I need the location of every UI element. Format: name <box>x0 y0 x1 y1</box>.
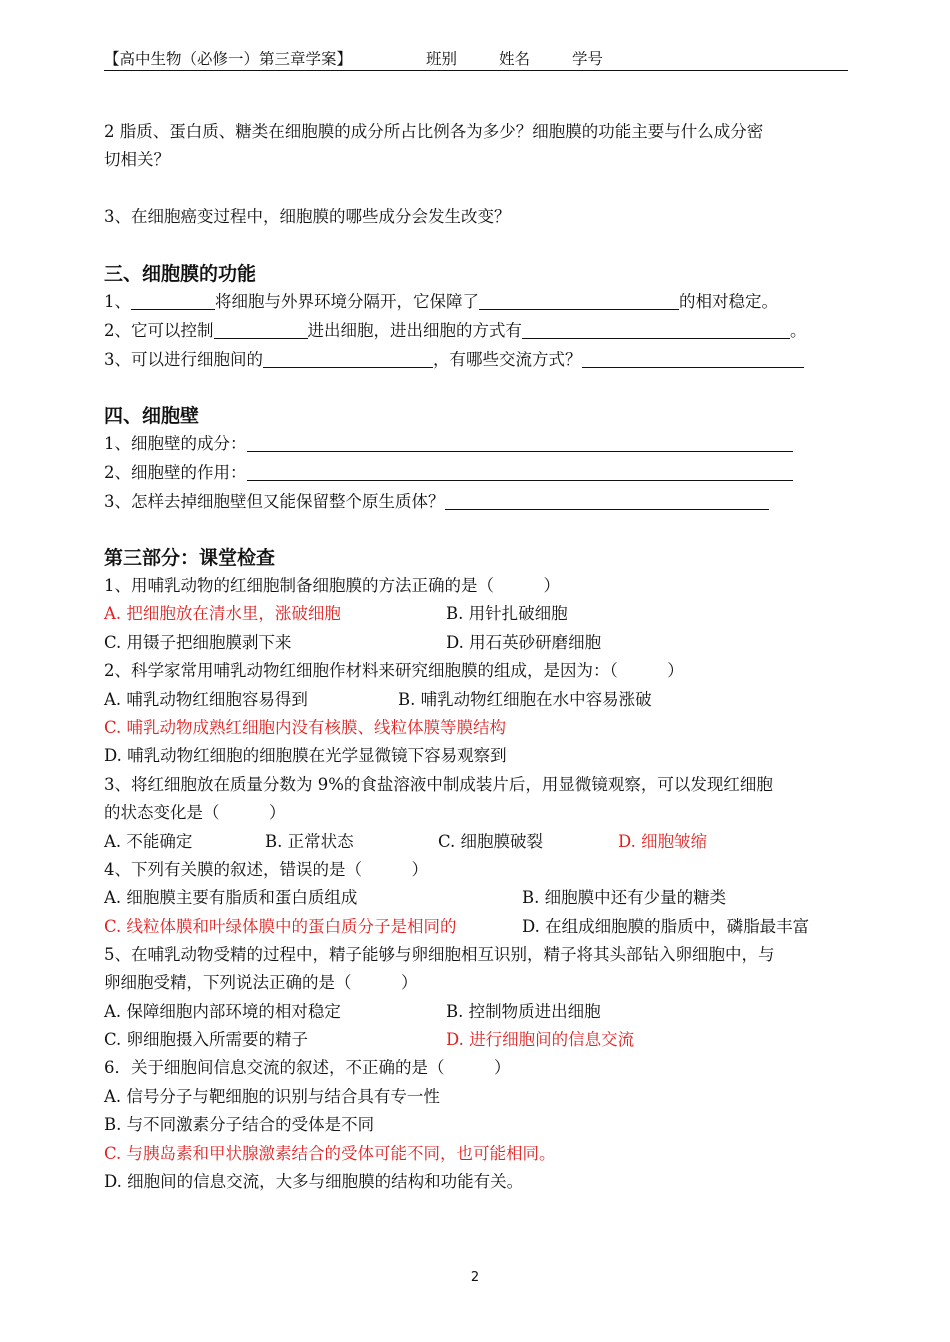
q3-stem-line1: 3、将红细胞放在质量分数为 9%的食盐溶液中制成装片后，用显微镜观察，可以发现红细胞 <box>104 775 773 794</box>
q3-stem-line2: 的状态变化是（ ） <box>104 803 286 822</box>
q5-option-c: C. 卵细胞摄入所需要的精子 <box>104 1030 309 1049</box>
q4-option-d: D. 在组成细胞膜的脂质中，磷脂最丰富 <box>522 917 810 936</box>
q5-stem-line1: 5、在哺乳动物受精的过程中，精子能够与卵细胞相互识别，精子将其头部钻入卵细胞中，与 <box>104 945 775 964</box>
q1-option-d: D. 用石英砂研磨细胞 <box>446 633 602 652</box>
q1-stem: 1、用哺乳动物的红细胞制备细胞膜的方法正确的是（ ） <box>104 576 560 595</box>
header-class-label: 班别 <box>426 50 458 68</box>
q2-option-a: A. 哺乳动物红细胞容易得到 <box>104 690 308 709</box>
q1-option-c: C. 用镊子把细胞膜剥下来 <box>104 633 292 652</box>
item-3-prefix: 3、可以进行细胞间的 <box>104 350 263 369</box>
cell-wall-composition-label: 1、细胞壁的成分： <box>104 434 247 453</box>
section-4-item-3 <box>104 490 769 514</box>
q1-option-b: B. 用针扎破细胞 <box>446 604 568 623</box>
q6-option-c: C. 与胰岛素和甲状腺激素结合的受体可能不同，也可能相同。 <box>104 1144 556 1163</box>
page-number: 2 <box>470 1270 480 1285</box>
header-rule <box>104 70 848 71</box>
blank-4-1[interactable] <box>247 433 793 452</box>
remove-cell-wall-label: 3、怎样去掉细胞壁但又能保留整个原生质体？ <box>104 492 445 511</box>
blank-3b[interactable] <box>582 349 804 368</box>
q5-option-a: A. 保障细胞内部环境的相对稳定 <box>104 1002 341 1021</box>
blank-3a[interactable] <box>263 349 433 368</box>
q5-stem-line2: 卵细胞受精，下列说法正确的是（ ） <box>104 973 418 992</box>
section-3-heading: 三、细胞膜的功能 <box>104 263 257 285</box>
question-2-line2: 切相关？ <box>104 150 170 169</box>
q5-option-b: B. 控制物质进出细胞 <box>446 1002 601 1021</box>
q4-stem: 4、下列有关膜的叙述，错误的是（ ） <box>104 860 428 879</box>
q5-option-d: D. 进行细胞间的信息交流 <box>446 1030 635 1049</box>
q2-option-c: C. 哺乳动物成熟红细胞内没有核膜、线粒体膜等膜结构 <box>104 718 507 737</box>
section-4-heading: 四、细胞壁 <box>104 405 200 427</box>
q3-option-b: B. 正常状态 <box>265 832 354 851</box>
section-4-item-1 <box>104 432 793 456</box>
q2-stem: 2、科学家常用哺乳动物红细胞作材料来研究细胞膜的组成，是因为：（ ） <box>104 661 684 680</box>
q6-option-a: A. 信号分子与靶细胞的识别与结合具有专一性 <box>104 1087 440 1106</box>
q4-option-b: B. 细胞膜中还有少量的糖类 <box>522 888 727 907</box>
header-title: 【高中生物（必修一）第三章学案】 <box>104 50 353 68</box>
question-3: 3、在细胞癌变过程中，细胞膜的哪些成分会发生改变？ <box>104 207 511 226</box>
q3-option-c: C. 细胞膜破裂 <box>438 832 544 851</box>
part-3-heading: 第三部分：课堂检查 <box>104 547 276 569</box>
q2-option-d: D. 哺乳动物红细胞的细胞膜在光学显微镜下容易观察到 <box>104 746 507 765</box>
section-3-item-3 <box>104 348 804 372</box>
section-4-item-2 <box>104 461 793 485</box>
cell-wall-function-label: 2、细胞壁的作用： <box>104 463 247 482</box>
q3-option-d: D. 细胞皱缩 <box>618 832 708 851</box>
item-1-prefix: 1、 <box>104 292 131 311</box>
blank-2b[interactable] <box>522 320 790 339</box>
item-1-suffix: 的相对稳定。 <box>679 292 778 311</box>
q4-option-a: A. 细胞膜主要有脂质和蛋白质组成 <box>104 888 358 907</box>
blank-1a[interactable] <box>131 291 215 310</box>
item-2-text: 进出细胞，进出细胞的方式有 <box>307 321 522 340</box>
blank-4-3[interactable] <box>445 491 769 510</box>
q6-stem: 6．关于细胞间信息交流的叙述，不正确的是（ ） <box>104 1058 511 1077</box>
q6-option-b: B. 与不同激素分子结合的受体是不同 <box>104 1115 375 1134</box>
blank-4-2[interactable] <box>247 462 793 481</box>
header-name-label: 姓名 <box>499 50 531 68</box>
question-2-line1: 2 脂质、蛋白质、糖类在细胞膜的成分所占比例各为多少？细胞膜的功能主要与什么成分密 <box>104 122 764 141</box>
item-3-text: ，有哪些交流方式？ <box>433 350 582 369</box>
q1-option-a: A. 把细胞放在清水里，涨破细胞 <box>104 604 341 623</box>
blank-2a[interactable] <box>214 320 308 339</box>
section-3-item-1 <box>104 290 778 314</box>
header-id-label: 学号 <box>572 50 604 68</box>
item-2-prefix: 2、它可以控制 <box>104 321 214 340</box>
blank-1b[interactable] <box>479 291 679 310</box>
item-2-suffix: 。 <box>790 321 807 340</box>
q6-option-d: D. 细胞间的信息交流，大多与细胞膜的结构和功能有关。 <box>104 1172 524 1191</box>
section-3-item-2 <box>104 319 807 343</box>
q2-option-b: B. 哺乳动物红细胞在水中容易涨破 <box>398 690 652 709</box>
item-1-text: 将细胞与外界环境分隔开，它保障了 <box>215 292 479 311</box>
q3-option-a: A. 不能确定 <box>104 832 193 851</box>
q4-option-c: C. 线粒体膜和叶绿体膜中的蛋白质分子是相同的 <box>104 917 457 936</box>
